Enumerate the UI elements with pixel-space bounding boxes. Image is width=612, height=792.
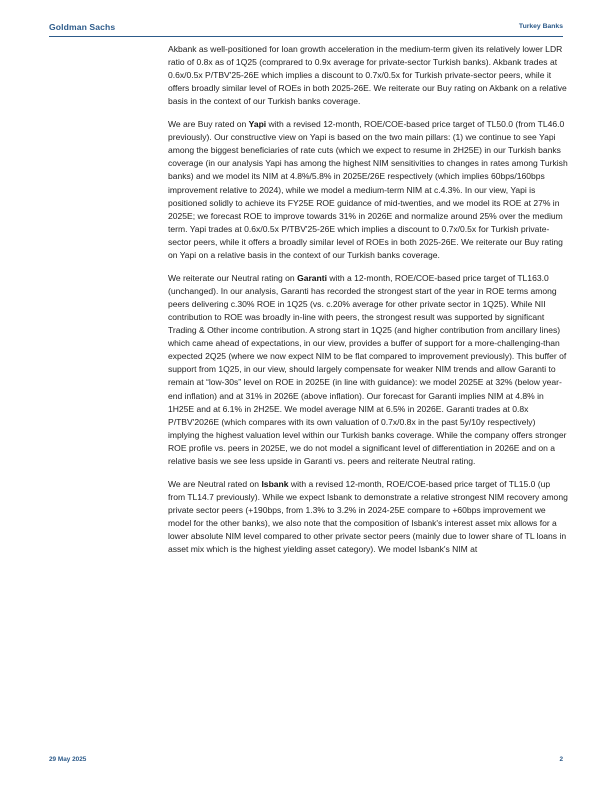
report-date: 29 May 2025 <box>49 756 87 763</box>
page-footer <box>49 756 563 766</box>
bank-name-garanti: Garanti <box>297 272 327 283</box>
paragraph-isbank: We are Neutral rated on Isbank with a revised 12-month, ROE/COE-based price target of TL15.0 (up from TL14.7 previously). While we expect Isbank to demonstrate a relative strongest NIM recovery among private sector peers (+190bps, from 1.3% to 3.2% in 2024-25E compare to +60bps improvement we model for the other banks), we also note that the composition of Isbank's interest asset mix allows for a lower absolute NIM level compared to other private sector peers (mainly due to lower share of TL loans in asset mix which is the highest yielding asset category). We model Isbank's NIM at <box>168 478 568 555</box>
section-title: Turkey Banks <box>518 23 563 30</box>
paragraph-akbank: Akbank as well-positioned for loan growth acceleration in the medium-term given its relatively lower LDR ratio of 0.8x as of 1Q25 (comprared to 0.9x average for private-sector Turkish banks). Akbank trades at 0.6x/0.5x P/TBV'25-26E which implies a discount to 0.7x/0.5x for Turkish private-sector peers, while it offers broadly similar level of ROEs in both 2025-26E. We reiterate our Buy rating on Akbank on a relative basis in the context of our Turkish banks coverage. <box>168 44 567 107</box>
header-rule <box>49 36 563 37</box>
report-body <box>168 43 568 566</box>
paragraph-yapi: We are Buy rated on Yapi with a revised 12-month, ROE/COE-based price target of TL50.0 (from TL46.0 previously). Our constructive view on Yapi is based on the two main pillars: (1) we continue to see Yapi among the biggest beneficiaries of rate cuts (which we expect to resume in 2H25E) in our Turkish banks coverage (in our analysis Yapi has among the highest NIM sensitivities to changes in rates among Turkish banks) and we model its NIM at 4.8%/5.8% in 2025E/26E respectively (which implies 60bps/160bps improvement relative to 2024), while we model a medium-term NIM at c.4.3%. In our view, Yapi is positioned solidly to achieve its FY25E ROE guidance of mid-twenties, and we model its ROE at 27% in 2025E; we forecast ROE to improve towards 31% in 2026E and normalize around 25% over the medium term. Yapi trades at 0.6x/0.5x P/TBV'25-26E which implies a discount to 0.7x/0.5x for Turkish private-sector peers, while it offers a broadly similar level of ROEs in both 2025-26E. We reiterate our Buy rating on Yapi on a relative basis in the context of our Turkish banks coverage. <box>168 119 568 260</box>
paragraph-garanti: We reiterate our Neutral rating on Garanti with a 12-month, ROE/COE-based price target of TL163.0 (unchanged). In our analysis, Garanti has recorded the strongest start of the year in ROE terms among peers delivering c.30% ROE in 1Q25 (vs. c.20% average for other private sector in 1Q25). While NII contribution to ROE was broadly in-line with peers, the strongest result was supported by significant Trading & Other income contribution. A strong start in 1Q25 (and higher contribution from ancillary lines) which came ahead of expectations, in our view, provides a buffer of support for a more-challenging-than expected 2Q25 (where we now expect NIM to be flat compared to improvement previously). This buffer of support from 1Q25, in our view, should largely compensate for weaker NIM trends and allow Garanti to remain at “low-30s” level on ROE in 2025E (in line with guidance): we model 2025E at 32% (below year-end inflation) and at 31% in 2026E (above inflation). Our forecast for Garanti implies NIM at 4.8% in 1H25E and at 6.1% in 2H25E. We model average NIM at 6.5% in 2026E. Garanti trades at 0.8x P/TBV'2026E (which compares with its own valuation of 0.7x/0.8x in the past 5y/10y respectively) implying the highest valuation level within our Turkish banks coverage. While the company offers stronger ROE profile vs. peers in 2025E, we do not model a significant level of differentiation in 2026E and on a relative basis we see less upside in Garanti vs. peers and reiterate Neutral rating. <box>168 272 567 466</box>
page-header <box>49 22 563 36</box>
bank-name-isbank: Isbank <box>261 478 289 489</box>
page-number: 2 <box>559 756 563 763</box>
bank-name-yapi: Yapi <box>248 119 267 130</box>
brand-name: Goldman Sachs <box>49 22 116 32</box>
